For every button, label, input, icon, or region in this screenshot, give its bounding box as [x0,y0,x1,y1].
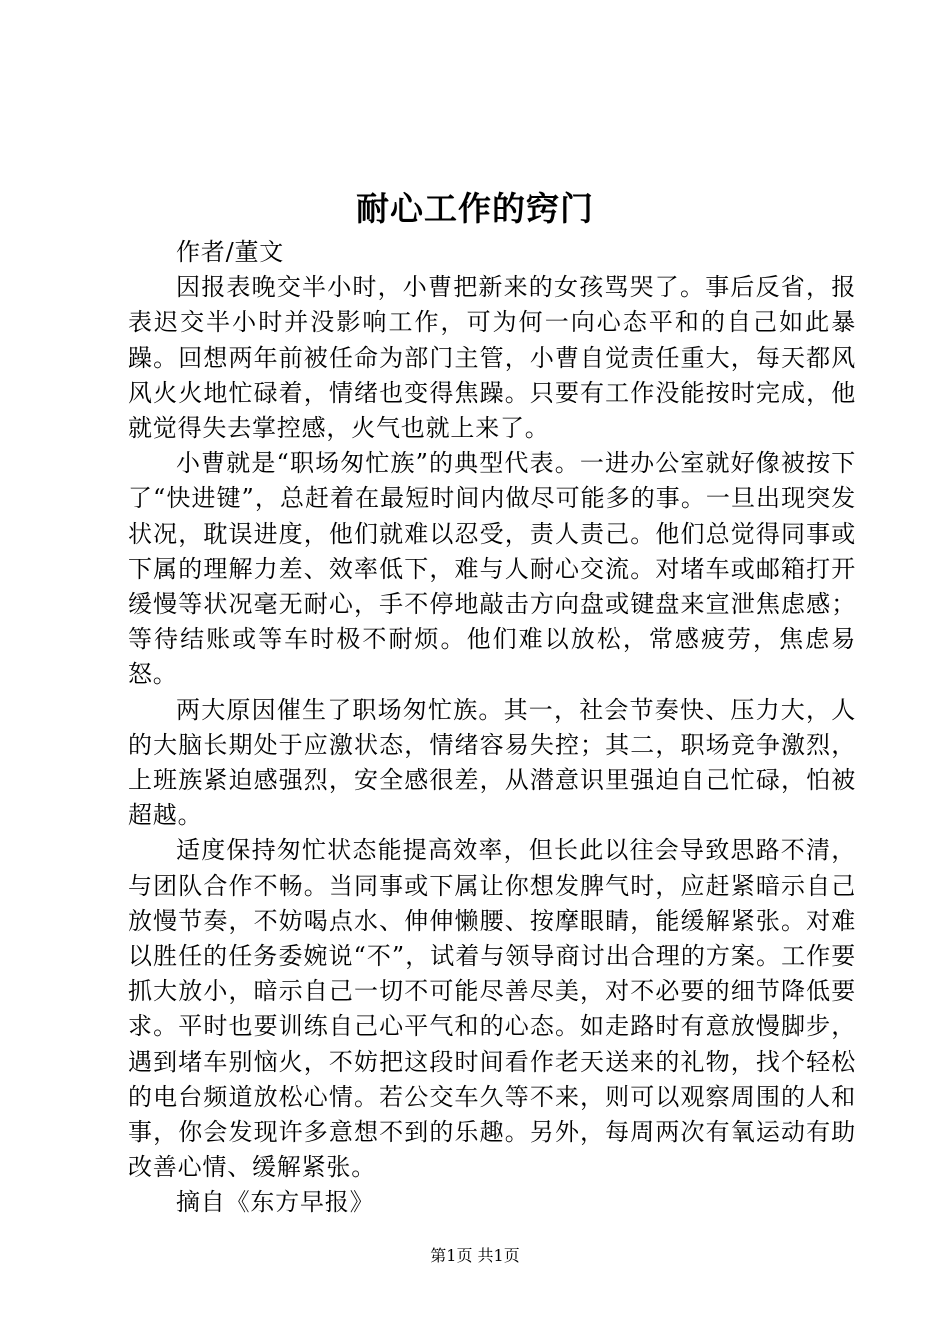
source-line: 摘自《东方早报》 [176,1188,375,1217]
page-footer: 第1页 共1页 [430,1246,520,1265]
paragraph-4: 适度保持匆忙状态能提高效率，但长此以往会导致思路不清，与团队合作不畅。当同事或下属让你想发脾气时，应赶紧暗示自己放慢节奏，不妨喝点水、伸伸懒腰、按摩眼睛，能缓解紧张。对难以胜任的任务委婉说“不”，试着与领导商讨出合理的方案。工作要抓大放小，暗示自己一切不可能尽善尽美，对不必要的细节降低要求。平时也要训练自己心平气和的心态。如走路时有意放慢脚步，遇到堵车别恼火，不妨把这段时间看作老天送来的礼物，找个轻松的电台频道放松心情。若公交车久等不来，则可以观察周围的人和事，你会发现许多意想不到的乐趣。另外，每周两次有氧运动有助改善心情、缓解紧张。 [128,836,856,1182]
document-body [128,235,856,1221]
paragraph-2: 小曹就是“职场匆忙族”的典型代表。一进办公室就好像被按下了“快进键”，总赶着在最短时间内做尽可能多的事。一旦出现突发状况，耽误进度，他们就难以忍受，责人责己。他们总觉得同事或下属的理解力差、效率低下，难与人耐心交流。对堵车或邮箱打开缓慢等状况毫无耐心，手不停地敲击方向盘或键盘来宣泄焦虑感；等待结账或等车时极不耐烦。他们难以放松，常感疲劳，焦虑易怒。 [128,449,856,689]
paragraph-1: 因报表晚交半小时，小曹把新来的女孩骂哭了。事后反省，报表迟交半小时并没影响工作，可为何一向心态平和的自己如此暴躁。回想两年前被任命为部门主管，小曹自觉责任重大，每天都风风火火地忙碌着，情绪也变得焦躁。只要有工作没能按时完成，他就觉得失去掌控感，火气也就上来了。 [128,273,856,443]
paragraph-3: 两大原因催生了职场匆忙族。其一，社会节奏快、压力大，人的大脑长期处于应激状态，情绪容易失控；其二，职场竞争激烈，上班族紧迫感强烈，安全感很差，从潜意识里强迫自己忙碌，怕被超越。 [128,695,856,830]
author-line: 作者/董文 [176,238,285,266]
document-title: 耐心工作的窍门 [356,189,594,228]
